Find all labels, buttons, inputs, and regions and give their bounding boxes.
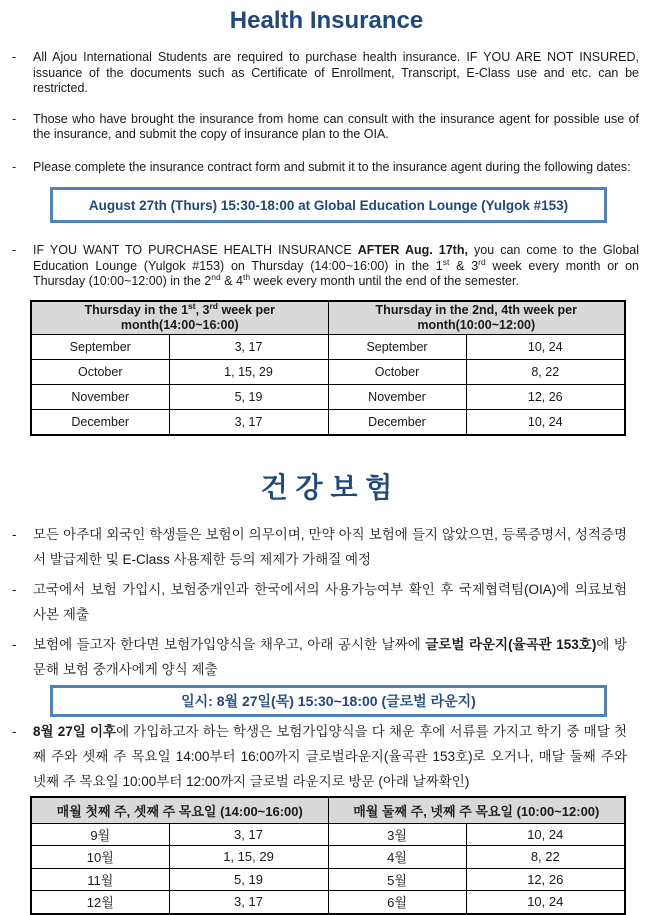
highlight-box-text: August 27th (Thurs) 15:30-18:00 at Global Education Lounge (Yulgok #153) [88, 197, 569, 213]
bullet-text-ko-2: 고국에서 보험 가입시, 보험중개인과 한국에서의 사용가능여부 확인 후 국제협력팀(OIA)에 의료보험 사본 제출 [33, 581, 627, 622]
bullet-item-ko-1 [12, 522, 639, 572]
dates-cell: 3, 17 [169, 334, 328, 359]
bullet-item-en-2 [12, 112, 639, 143]
ordinal-suffix: st [442, 256, 450, 267]
dates-cell: 3, 17 [169, 891, 328, 914]
month-cell: November [328, 384, 466, 409]
bullet-dash: - [12, 526, 17, 542]
table-row [31, 823, 625, 846]
text-fragment: week every month until the end of the semester. [250, 274, 519, 288]
bullet-item-ko-4 [12, 719, 639, 794]
schedule-table-english [30, 300, 626, 436]
bullet-text-en-1: All Ajou International Students are required to purchase health insurance. IF YOU ARE NOT INSURED, issuance of the documents such as Certificate of Enrollment, Transcript, E-Class use and etc. can be restricted. [33, 50, 639, 95]
page-title-english: Health Insurance [229, 7, 424, 34]
ordinal-suffix: rd [209, 300, 218, 311]
dates-cell: 8, 22 [466, 359, 625, 384]
table-header-row [31, 797, 625, 824]
table-header-week13-ko: 매월 첫째 주, 셋째 주 목요일 (14:00~16:00) [31, 797, 328, 824]
bullet-dash: - [12, 111, 17, 126]
bullet-dash: - [12, 581, 17, 597]
bullet-item-en-4 [12, 243, 639, 290]
table-row [31, 846, 625, 869]
month-cell: October [31, 359, 169, 384]
bullet-dash: - [12, 723, 17, 739]
month-cell: 10월 [31, 846, 169, 869]
ordinal-suffix: nd [211, 271, 221, 282]
ordinal-suffix: th [242, 271, 251, 282]
text-fragment: 보험에 들고자 한다면 보험가입양식을 채우고, 아래 공시한 날짜에 [33, 636, 426, 652]
dates-cell: 5, 19 [169, 384, 328, 409]
table-header-row [31, 301, 625, 335]
table-row [31, 384, 625, 409]
bullet-text-en-3: Please complete the insurance contract form and submit it to the insurance agent during the following dates: [33, 159, 631, 174]
month-cell: November [31, 384, 169, 409]
highlight-box-text: 일시: 8월 27일(목) 15:30~18:00 (글로벌 라운지) [181, 692, 476, 709]
month-cell: 4월 [328, 846, 466, 869]
dates-cell: 10, 24 [466, 409, 625, 435]
text-fragment: 에 방문해 보험 중개사에게 양식 제출 [33, 636, 627, 677]
dates-cell: 10, 24 [466, 334, 625, 359]
table-header-week13 [31, 301, 328, 335]
ordinal-suffix: st [188, 300, 196, 311]
month-cell: October [328, 359, 466, 384]
schedule-table-korean [30, 796, 626, 915]
text-fragment-bold: AFTER Aug. 17th, [357, 243, 468, 257]
page-title-korean: 건 강 보 험 [260, 471, 393, 503]
bullet-dash: - [12, 159, 17, 174]
highlight-box-korean-date [50, 685, 607, 717]
table-row [31, 359, 625, 384]
month-cell: 12월 [31, 891, 169, 914]
table-row [31, 409, 625, 435]
month-cell: September [328, 334, 466, 359]
table-row [31, 868, 625, 891]
table-header-week24-ko: 매월 둘째 주, 넷째 주 목요일 (10:00~12:00) [328, 797, 625, 824]
month-cell: 3월 [328, 823, 466, 846]
ordinal-suffix: rd [478, 256, 486, 267]
dates-cell: 3, 17 [169, 823, 328, 846]
text-fragment: & 3 [449, 258, 479, 273]
month-cell: 6월 [328, 891, 466, 914]
dates-cell: 1, 15, 29 [169, 359, 328, 384]
text-fragment: 에 가입하고자 하는 학생은 보험가입양식을 다 채운 후에 서류를 가지고 학기 중 매달 첫째 주와 셋째 주 목요일 14:00부터 16:00까지 글로벌라운지(율곡관 153호)로 오거나, 매달 둘째 주와 넷째 주 목요일 10:00부터 12:00까지 글로벌 라운지로 방문 (아래 날짜확인) [33, 723, 627, 789]
table-row [31, 334, 625, 359]
dates-cell: 3, 17 [169, 409, 328, 435]
bullet-item-ko-2 [12, 577, 639, 627]
dates-cell: 8, 22 [466, 846, 625, 869]
bullet-item-ko-3 [12, 632, 639, 682]
highlight-box-english-date [50, 187, 607, 223]
month-cell: 9월 [31, 823, 169, 846]
bullet-item-en-1 [12, 50, 639, 97]
dates-cell: 12, 26 [466, 384, 625, 409]
table-row [31, 891, 625, 914]
bullet-dash: - [12, 50, 17, 64]
month-cell: December [328, 409, 466, 435]
month-cell: September [31, 334, 169, 359]
text-fragment: IF YOU WANT TO PURCHASE HEALTH INSURANCE [33, 243, 358, 257]
bullet-item-en-3 [12, 160, 639, 176]
bullet-text-en-4 [33, 243, 639, 290]
dates-cell: 1, 15, 29 [169, 846, 328, 869]
table-header-week24: Thursday in the 2nd, 4th week per month(10:00~12:00) [328, 301, 625, 335]
dates-cell: 10, 24 [466, 823, 625, 846]
text-fragment: week every month or on Thursday (10:00~12:00) in the 2 [33, 258, 639, 288]
bullet-text-en-2: Those who have brought the insurance from home can consult with the insurance agent for possible use of the insurance, and submit the copy of insurance plan to the OIA. [33, 111, 639, 141]
dates-cell: 10, 24 [466, 891, 625, 914]
dates-cell: 12, 26 [466, 868, 625, 891]
bullet-dash: - [12, 636, 17, 652]
month-cell: 11월 [31, 868, 169, 891]
text-fragment: Thursday in the 1 [84, 303, 189, 317]
bullet-text-ko-1: 모든 아주대 외국인 학생들은 보험이 의무이며, 만약 아직 보험에 들지 않았으면, 등록증명서, 성적증명서 발급제한 및 E-Class 사용제한 등의 제제가 가해질 예정 [33, 526, 627, 567]
month-cell: 5월 [328, 868, 466, 891]
text-fragment-bold: 글로벌 라운지(율곡관 153호) [425, 636, 597, 652]
bullet-dash: - [12, 243, 17, 257]
dates-cell: 5, 19 [169, 868, 328, 891]
month-cell: December [31, 409, 169, 435]
text-fragment: you can come to the Global Education Lounge (Yulgok #153) on Thursday (14:00~16:00) in the 1 [33, 243, 640, 273]
text-fragment-bold: 8월 27일 이후 [33, 723, 117, 739]
text-fragment: , 3 [195, 303, 210, 317]
bullet-text-ko-4 [33, 719, 627, 794]
text-fragment: & 4 [220, 274, 243, 288]
text-fragment: week per month(14:00~16:00) [120, 303, 275, 332]
bullet-text-ko-3 [33, 632, 627, 682]
